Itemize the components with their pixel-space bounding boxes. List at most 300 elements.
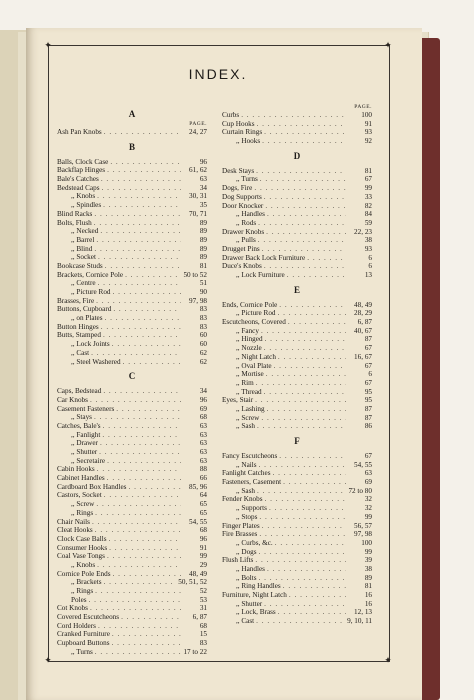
entry-name: ,, Turns <box>236 175 258 184</box>
entry-name: ,, Picture Rod <box>236 309 276 318</box>
entry-page: 29 <box>199 560 207 569</box>
entry-name: ,, Hooks <box>236 137 261 146</box>
index-entry <box>222 254 372 263</box>
section-letter: D <box>293 150 301 161</box>
entry-name: ,, Oval Plate <box>236 361 272 370</box>
index-entry <box>57 210 207 219</box>
dot-leader <box>103 331 181 340</box>
index-entry <box>222 344 372 353</box>
dot-leader <box>259 548 346 557</box>
entry-name: ,, Rings <box>71 508 94 517</box>
index-entry <box>57 323 207 332</box>
entry-page: 12, 13 <box>354 608 372 617</box>
dot-leader <box>96 236 181 245</box>
section-letter: C <box>128 371 136 382</box>
entry-name: ,, Fanlight <box>71 430 101 439</box>
entry-page: 67 <box>364 452 372 460</box>
entry-page: 31 <box>199 604 207 613</box>
dot-leader <box>279 301 346 310</box>
entry-name: ,, on Plates <box>71 314 103 323</box>
entry-name: ,, Steel Washered <box>71 357 121 366</box>
entry-page: 50, 51, 52 <box>178 578 207 587</box>
dot-leader <box>267 565 346 574</box>
dot-leader <box>264 128 346 137</box>
index-entry <box>57 201 207 210</box>
dot-leader <box>104 128 181 137</box>
entry-name: Castors, Socket <box>57 491 102 500</box>
index-entry <box>57 314 207 323</box>
entry-name: Poles <box>71 595 87 604</box>
index-entry <box>57 509 207 518</box>
dot-leader <box>95 648 181 657</box>
entry-page: 96 <box>199 395 207 404</box>
dot-leader <box>105 314 181 323</box>
index-entry <box>57 387 207 396</box>
entry-name: Desk Stays <box>222 166 255 175</box>
dot-leader <box>264 388 346 397</box>
dot-leader <box>109 535 181 544</box>
dot-leader <box>241 111 346 120</box>
entry-name: ,, Handles <box>236 210 265 219</box>
entry-page: 62 <box>199 348 207 357</box>
index-entry <box>57 405 207 414</box>
entry-page: 38 <box>364 564 372 573</box>
index-entry <box>222 379 372 388</box>
entry-page: 48, 49 <box>189 569 207 578</box>
index-entry <box>57 175 207 184</box>
entry-name: Curbs <box>222 111 240 119</box>
entry-name: ,, Lock Joints <box>71 340 110 349</box>
entry-name: ,, Mortise <box>236 370 264 379</box>
dot-leader <box>102 184 181 193</box>
entry-name: ,, Nozzle <box>236 344 262 353</box>
entry-page: 88 <box>199 465 207 474</box>
entry-name: ,, Night Latch <box>236 352 276 361</box>
entry-page: 68 <box>199 413 207 422</box>
dot-leader <box>107 474 181 483</box>
entry-name: Cleat Hooks <box>57 526 93 535</box>
entry-page: 68 <box>199 526 207 535</box>
dot-leader <box>269 504 346 513</box>
dot-leader <box>95 509 181 518</box>
entry-page: 62 <box>199 357 207 366</box>
section-letter: B <box>128 141 135 152</box>
entry-name: Furniture, Night Latch <box>222 591 287 599</box>
entry-page: 51 <box>199 279 207 288</box>
index-entry <box>57 570 207 579</box>
dot-leader <box>257 422 346 431</box>
index-entry <box>57 340 207 349</box>
entry-page: 53 <box>199 595 207 604</box>
entry-page: 60 <box>199 331 207 340</box>
index-entry <box>222 495 372 504</box>
dot-leader <box>94 210 181 219</box>
index-entry <box>222 228 372 237</box>
index-entry <box>57 439 207 448</box>
entry-page: 67 <box>364 378 372 387</box>
dot-leader <box>101 323 181 332</box>
index-entry <box>57 613 207 622</box>
dot-leader <box>94 245 181 254</box>
entry-name: ,, Hinged <box>236 335 263 344</box>
entry-name: Covered Escutcheons <box>57 613 120 622</box>
entry-page: 92 <box>364 137 372 146</box>
entry-page: 99 <box>364 184 372 193</box>
dot-leader <box>103 201 181 210</box>
dot-leader <box>109 544 181 553</box>
dot-leader <box>110 158 181 167</box>
index-entry <box>57 297 207 306</box>
dot-leader <box>283 478 346 487</box>
entry-name: ,, Cast <box>236 617 255 626</box>
entry-page: 81 <box>364 582 372 591</box>
dot-leader <box>275 539 346 548</box>
entry-name: Fasteners, Casement <box>222 478 282 487</box>
dot-leader <box>262 137 346 146</box>
entry-name: Clock Case Balls <box>57 534 107 543</box>
entry-name: Cranked Furniture <box>57 630 110 639</box>
entry-name: Consumer Hooks <box>57 543 108 552</box>
page-column-header: PAGE. <box>189 121 207 127</box>
dot-leader <box>274 362 346 371</box>
index-entry <box>57 158 207 167</box>
index-entry <box>57 561 207 570</box>
index-entry <box>222 452 372 461</box>
entry-name: ,, Knobs <box>71 192 96 201</box>
index-entry <box>57 491 207 500</box>
index-entry <box>222 414 372 423</box>
entry-name: Blind Racks <box>57 209 93 218</box>
index-entry <box>57 184 207 193</box>
index-entry <box>57 604 207 613</box>
index-entry <box>222 388 372 397</box>
index-entry <box>222 271 372 280</box>
entry-page: 64 <box>199 491 207 500</box>
entry-name: ,, Stays <box>71 413 92 422</box>
entry-name: ,, Lashing <box>236 404 265 413</box>
index-entry <box>57 219 207 228</box>
entry-name: Dogs, Fire <box>222 184 253 193</box>
dot-leader <box>288 318 346 327</box>
index-column-right <box>222 104 372 626</box>
index-entry <box>222 301 372 310</box>
entry-page: 65 <box>199 508 207 517</box>
dot-leader <box>273 469 346 478</box>
index-entry <box>222 469 372 478</box>
index-entry <box>57 288 207 297</box>
dot-leader <box>283 582 346 591</box>
index-entry <box>222 335 372 344</box>
entry-name: ,, Secretaire <box>71 456 106 465</box>
entry-name: Flush Lifts <box>222 556 254 565</box>
entry-page: 34 <box>199 387 207 396</box>
entry-name: Casement Fasteners <box>57 404 115 413</box>
entry-name: Drawer Knobs <box>222 227 265 236</box>
entry-page: 9, 10, 11 <box>347 617 372 626</box>
index-entry <box>222 556 372 565</box>
dot-leader <box>92 518 181 527</box>
entry-page: 32 <box>364 504 372 513</box>
index-entry <box>222 120 372 129</box>
entry-name: Escutcheons, Covered <box>222 318 286 327</box>
entry-page: 54, 55 <box>189 517 207 526</box>
dot-leader <box>98 622 181 631</box>
index-entry <box>222 236 372 245</box>
entry-page: 99 <box>364 547 372 556</box>
entry-page: 65 <box>199 500 207 509</box>
entry-page: 91 <box>364 119 372 128</box>
entry-name: Bale's Catches <box>57 175 99 184</box>
entry-page: 89 <box>364 573 372 582</box>
section-letter: F <box>294 436 300 446</box>
dot-leader <box>95 526 181 535</box>
index-entry <box>222 128 372 137</box>
entry-name: Bedstead Caps <box>57 183 100 192</box>
entry-page: 30, 31 <box>189 192 207 201</box>
entry-page: 81 <box>199 261 207 270</box>
entry-page: 60 <box>199 340 207 349</box>
dot-leader <box>259 574 346 583</box>
entry-name: ,, Centre <box>71 279 96 288</box>
entry-page: 87 <box>364 335 372 344</box>
entry-name: ,, Handles <box>236 564 265 573</box>
dot-leader <box>256 617 345 626</box>
entry-page: 61, 62 <box>189 166 207 175</box>
section-letter: A <box>128 109 136 119</box>
index-entry <box>57 483 207 492</box>
entry-name: ,, Rings <box>71 587 94 595</box>
page-title: INDEX. <box>188 66 248 82</box>
dot-leader <box>97 192 181 201</box>
dot-leader <box>265 495 346 504</box>
entry-name: Door Knocker <box>222 201 264 210</box>
dot-leader <box>105 262 181 271</box>
entry-name: Brasses, Fire <box>57 296 95 305</box>
entry-page: 99 <box>199 552 207 561</box>
entry-page: 16 <box>364 591 372 599</box>
entry-name: Caps, Bedstead <box>57 387 102 396</box>
entry-name: ,, Turns <box>71 647 93 656</box>
entry-page: 48, 49 <box>354 300 372 309</box>
entry-page: 35 <box>199 201 207 210</box>
index-entry <box>57 358 207 367</box>
entry-page: 69 <box>364 478 372 487</box>
corner-ornament-icon: ✦ <box>44 655 52 665</box>
index-entry <box>222 530 372 539</box>
dot-leader <box>96 297 181 306</box>
entry-page: 83 <box>199 305 207 314</box>
dot-leader <box>107 457 181 466</box>
entry-page: 63 <box>199 439 207 448</box>
index-entry <box>222 548 372 557</box>
entry-page: 6 <box>368 262 372 271</box>
dot-leader <box>258 236 346 245</box>
dot-leader <box>307 254 346 263</box>
dot-leader <box>107 552 181 561</box>
dot-leader <box>259 461 346 470</box>
entry-name: Car Knobs <box>57 395 88 404</box>
dot-leader <box>89 596 181 605</box>
entry-page: 33 <box>364 192 372 201</box>
entry-name: Buttons, Cupboard <box>57 305 112 314</box>
dot-leader <box>265 202 346 211</box>
index-entry <box>57 396 207 405</box>
entry-name: ,, Lock, Brass <box>236 608 276 617</box>
corner-ornament-icon: ✦ <box>384 40 392 50</box>
dot-leader <box>100 439 181 448</box>
entry-name: ,, Picture Rod <box>71 288 111 296</box>
index-entry <box>222 219 372 228</box>
entry-name: Fancy Escutcheons <box>222 452 278 460</box>
dot-leader <box>255 396 346 405</box>
entry-page: 50 to 52 <box>183 270 207 279</box>
entry-name: ,, Screw <box>236 413 260 422</box>
index-entry <box>222 478 372 487</box>
entry-page: 39 <box>364 556 372 565</box>
entry-page: 67 <box>364 344 372 353</box>
entry-page: 67 <box>364 361 372 370</box>
dot-leader <box>94 413 181 422</box>
entry-page: 93 <box>364 244 372 253</box>
entry-name: Curtain Rings <box>222 128 263 137</box>
index-entry <box>57 544 207 553</box>
dot-leader <box>116 405 181 414</box>
entry-page: 93 <box>364 128 372 137</box>
entry-name: ,, Blind <box>71 244 93 253</box>
index-entry <box>57 331 207 340</box>
index-entry <box>222 245 372 254</box>
entry-page: 81 <box>364 166 372 175</box>
entry-page: 90 <box>199 288 207 296</box>
index-entry <box>222 487 372 496</box>
dot-leader <box>264 193 346 202</box>
index-entry <box>222 617 372 626</box>
entry-name: ,, Screw <box>71 500 95 509</box>
dot-leader <box>266 228 346 237</box>
index-entry <box>222 608 372 617</box>
entry-page: 40, 67 <box>354 326 372 335</box>
entry-page: 28, 29 <box>354 309 372 318</box>
dot-leader <box>104 578 177 587</box>
entry-page: 83 <box>199 639 207 648</box>
index-entry <box>57 166 207 175</box>
entry-name: ,, Stops <box>236 512 258 521</box>
entry-name: Coal Vase Tongs <box>57 552 105 561</box>
dot-leader <box>103 387 181 396</box>
entry-name: ,, Sash <box>236 486 255 495</box>
dot-leader <box>258 219 346 228</box>
entry-page: 89 <box>199 244 207 253</box>
entry-page: 96 <box>199 534 207 543</box>
index-entry <box>57 227 207 236</box>
entry-page: 91 <box>199 543 207 552</box>
dot-leader <box>91 349 181 358</box>
dot-leader <box>97 465 181 474</box>
entry-page: 86 <box>364 422 372 431</box>
entry-name: Ash Pan Knobs <box>57 128 102 136</box>
entry-page: 72 to 80 <box>348 486 372 495</box>
index-entry <box>57 271 207 280</box>
index-entry <box>57 526 207 535</box>
index-entry <box>57 648 207 657</box>
index-entry <box>222 309 372 318</box>
entry-page: 16, 67 <box>354 352 372 361</box>
index-entry <box>222 370 372 379</box>
index-entry <box>57 457 207 466</box>
entry-page: 13 <box>364 271 372 279</box>
entry-name: ,, Supports <box>236 504 267 513</box>
entry-page: 89 <box>199 227 207 236</box>
entry-page: 95 <box>364 387 372 396</box>
dot-leader <box>262 522 346 531</box>
entry-name: Fender Knobs <box>222 495 263 504</box>
index-entry <box>57 262 207 271</box>
index-entry <box>222 522 372 531</box>
dot-leader <box>103 422 181 431</box>
entry-page: 63 <box>199 456 207 465</box>
entry-page: 22, 23 <box>354 227 372 236</box>
entry-name: ,, Spindles <box>71 201 102 210</box>
entry-name: ,, Ring Handles <box>236 582 281 591</box>
section-letter: E <box>293 284 300 295</box>
entry-name: ,, Pulls <box>236 236 256 245</box>
index-entry <box>57 474 207 483</box>
entry-page: 32 <box>364 495 372 504</box>
index-entry <box>57 448 207 457</box>
entry-page: 96 <box>199 157 207 166</box>
entry-name: Dog Supports <box>222 192 262 201</box>
index-entry <box>222 362 372 371</box>
index-entry <box>57 578 207 587</box>
entry-name: Catches, Bale's <box>57 421 101 430</box>
entry-page: 100 <box>361 538 372 547</box>
index-entry <box>222 513 372 522</box>
entry-page: 99 <box>364 512 372 521</box>
entry-page: 63 <box>199 430 207 439</box>
page-column-header: PAGE. <box>354 104 372 110</box>
dot-leader <box>113 305 181 314</box>
dot-leader <box>113 570 182 579</box>
index-entry <box>57 413 207 422</box>
index-entry <box>57 535 207 544</box>
entry-name: Cornice Pole Ends <box>57 569 111 578</box>
index-entry <box>57 128 207 137</box>
index-entry <box>57 431 207 440</box>
entry-page: 63 <box>364 469 372 478</box>
dot-leader <box>121 613 181 622</box>
dot-leader <box>278 309 346 318</box>
entry-name: ,, Socket <box>71 253 96 262</box>
index-entry <box>222 539 372 548</box>
entry-name: Drawer Back Lock Furniture <box>222 253 306 262</box>
entry-page: 6 <box>368 370 372 379</box>
entry-name: Cardboard Box Handles <box>57 482 127 491</box>
index-entry <box>57 192 207 201</box>
entry-name: ,, Dogs <box>236 547 257 556</box>
entry-name: Bookcase Studs <box>57 261 103 270</box>
dot-leader <box>96 500 181 509</box>
dot-leader <box>128 483 181 492</box>
index-entry <box>57 622 207 631</box>
entry-name: Ends, Cornice Pole <box>222 300 278 309</box>
entry-page: 63 <box>199 421 207 430</box>
index-column-left <box>57 104 207 657</box>
dot-leader <box>112 639 181 648</box>
entry-page: 6, 87 <box>357 318 372 327</box>
index-entry <box>222 327 372 336</box>
entry-page: 95 <box>364 396 372 405</box>
index-entry <box>222 396 372 405</box>
